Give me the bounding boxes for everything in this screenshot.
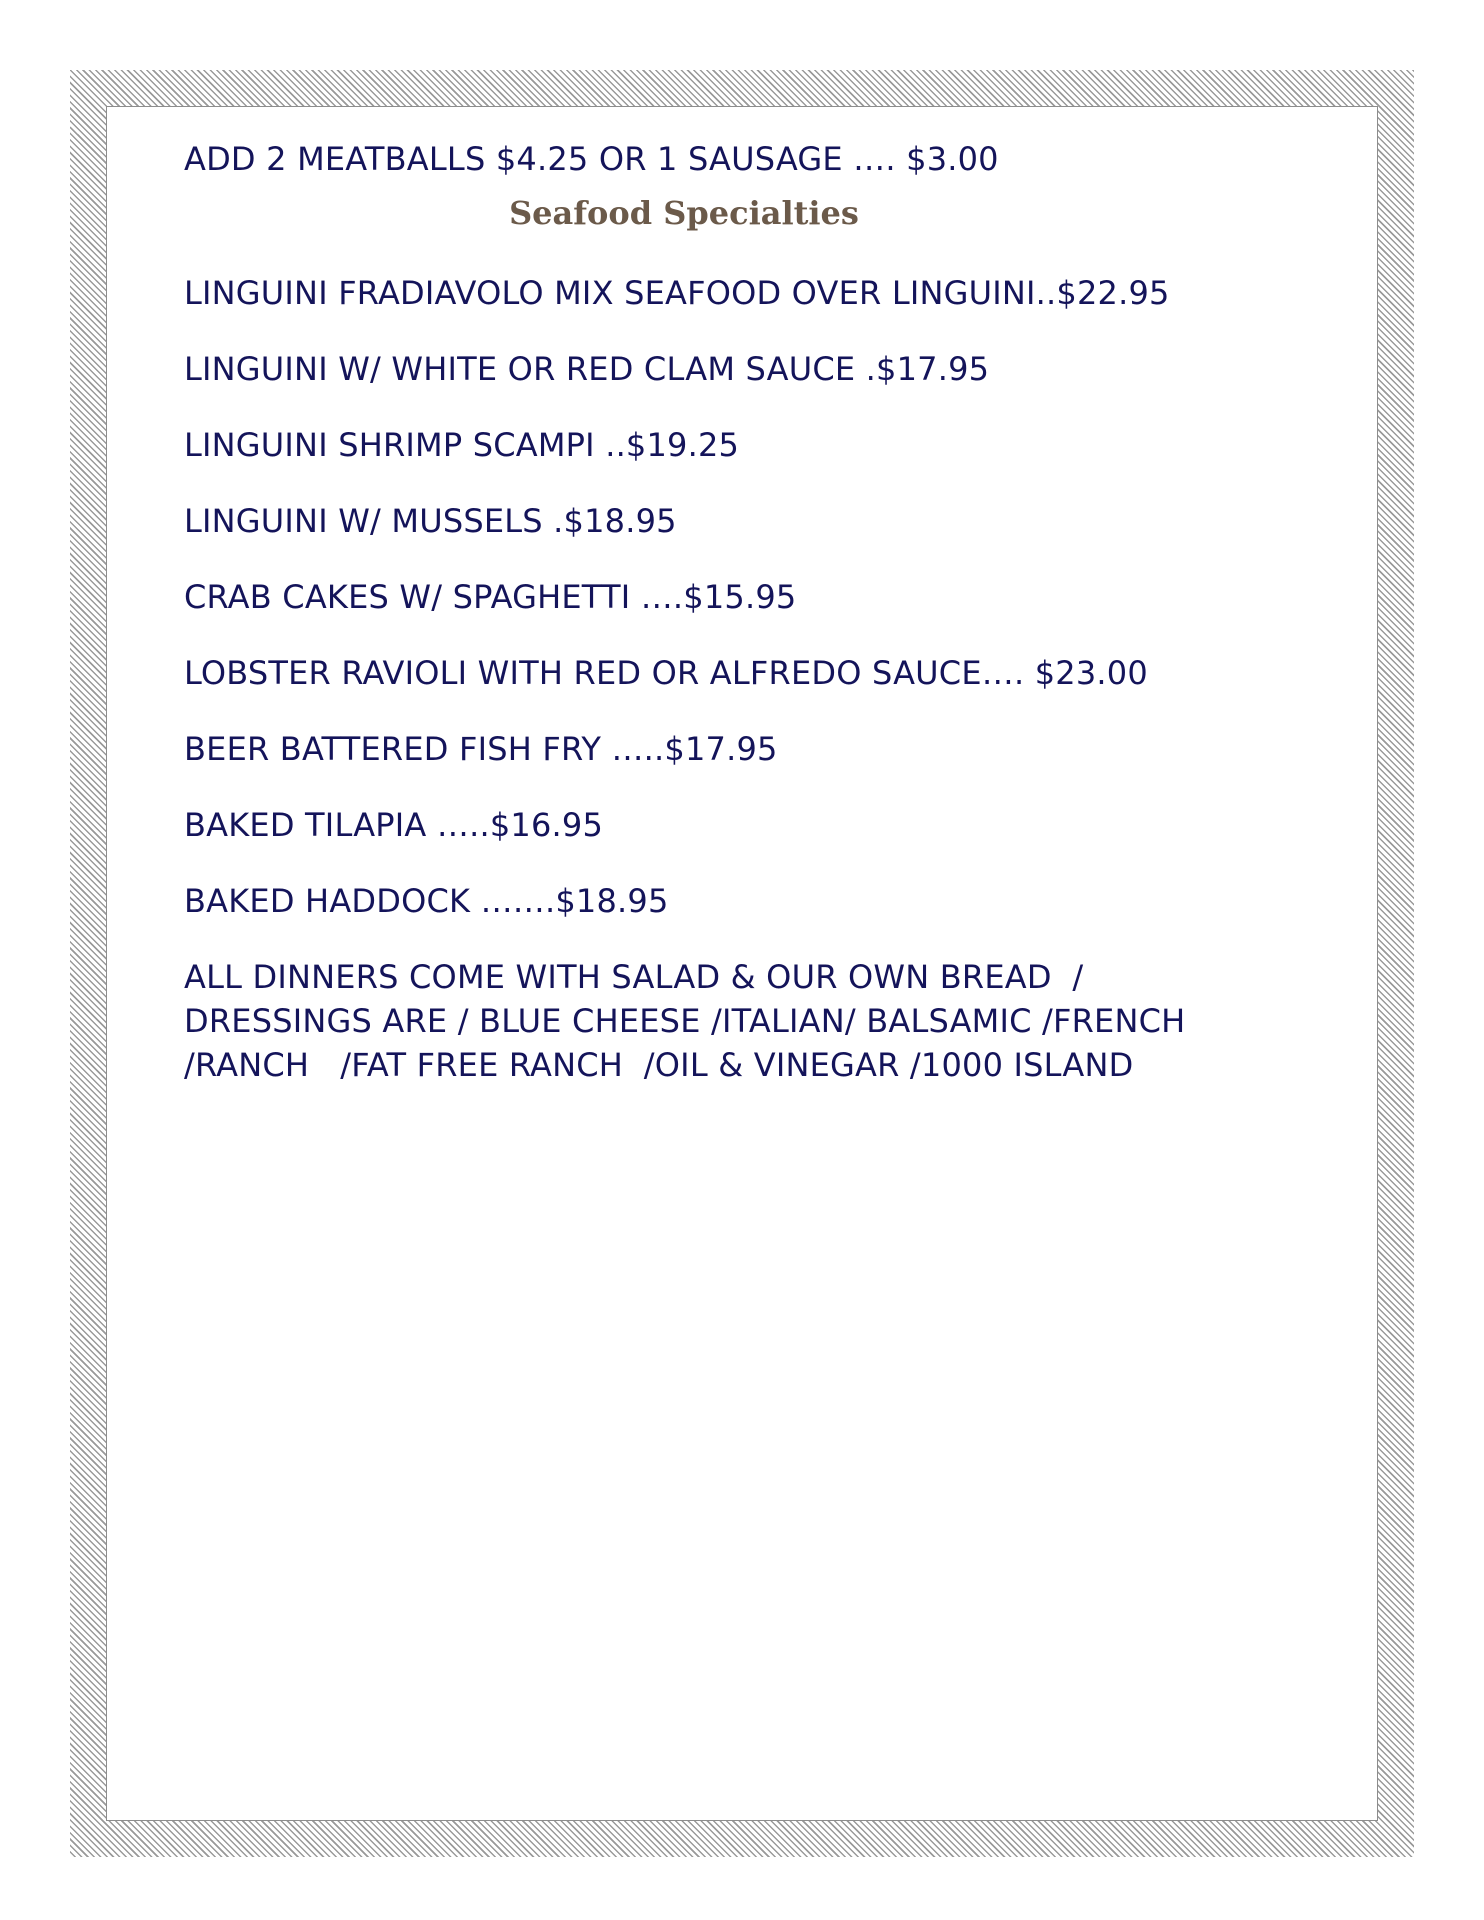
section-title: Seafood Specialties	[509, 194, 859, 232]
addon-line: ADD 2 MEATBALLS $4.25 OR 1 SAUSAGE …. $3.00	[184, 140, 999, 178]
menu-item: BAKED TILAPIA …..$16.95	[184, 806, 604, 844]
menu-item: LINGUINI SHRIMP SCAMPI ..$19.25	[184, 426, 740, 464]
menu-content	[184, 137, 1254, 1087]
dinner-notes: ALL DINNERS COME WITH SALAD & OUR OWN BREAD / DRESSINGS ARE / BLUE CHEESE /ITALIAN/ BALSAMIC /FRENCH /RANCH /FAT FREE RANCH /OIL & VINEGAR /1000 ISLAND	[184, 958, 1196, 1084]
menu-item: LINGUINI W/ WHITE OR RED CLAM SAUCE .$17.95	[184, 350, 990, 388]
menu-item: LINGUINI W/ MUSSELS .$18.95	[184, 502, 677, 540]
menu-item: LINGUINI FRADIAVOLO MIX SEAFOOD OVER LINGUINI..$22.95	[184, 274, 1170, 312]
menu-item: CRAB CAKES W/ SPAGHETTI ….$15.95	[184, 578, 797, 616]
menu-item: LOBSTER RAVIOLI WITH RED OR ALFREDO SAUCE…. $23.00	[184, 654, 1148, 692]
menu-item: BEER BATTERED FISH FRY …..$17.95	[184, 730, 778, 768]
menu-item: BAKED HADDOCK …….$18.95	[184, 882, 669, 920]
